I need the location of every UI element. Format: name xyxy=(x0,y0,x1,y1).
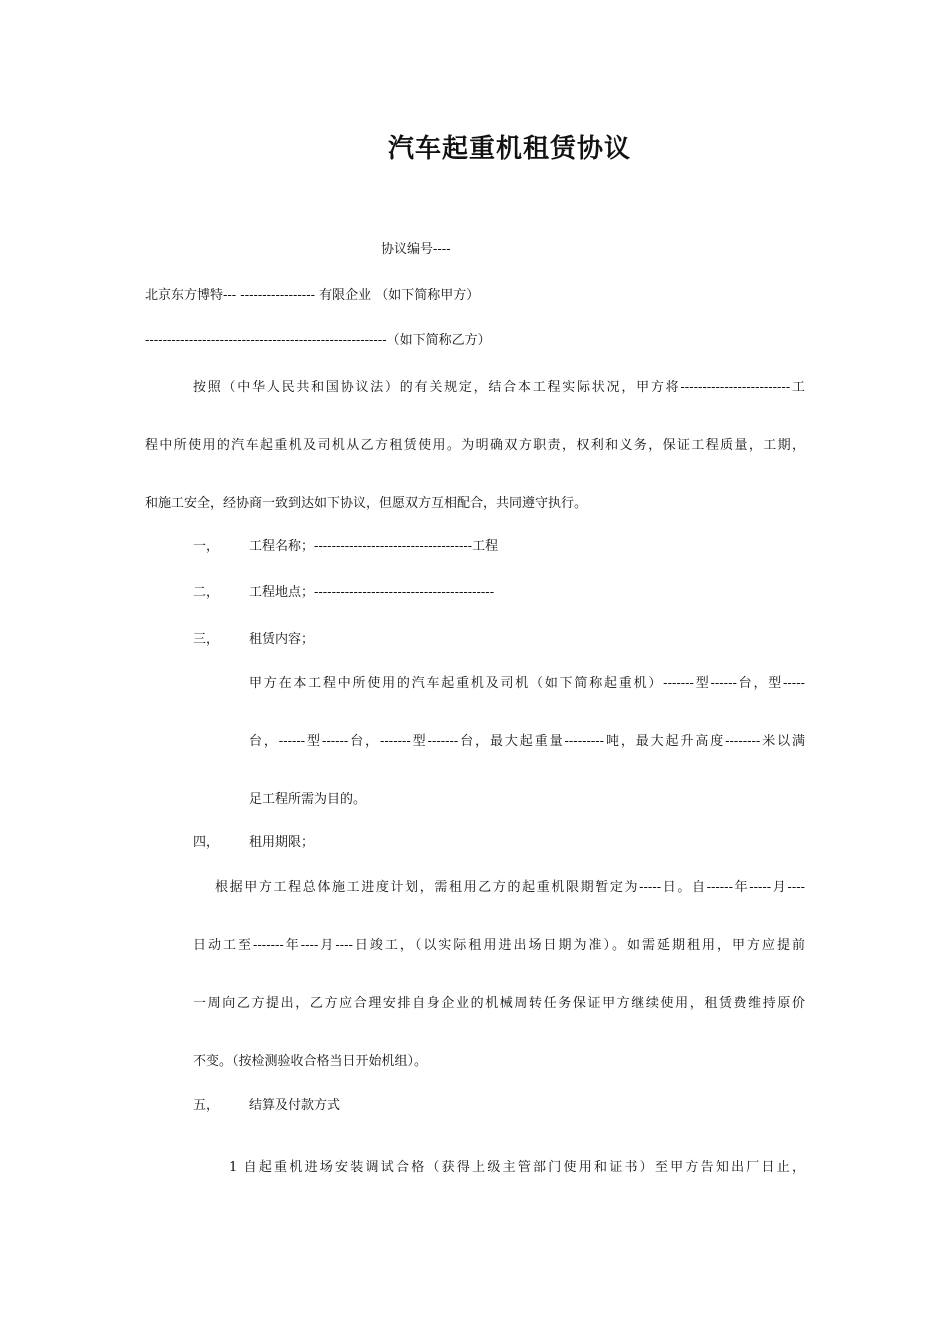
party-a-line: 北京东方博特--- ----------------- 有限企业 （如下简称甲方） xyxy=(145,288,480,303)
section-number: 五， xyxy=(193,1098,220,1113)
section-heading: 租用期限； xyxy=(249,835,315,850)
section-heading: 工程名称；------------------------------------工程 xyxy=(249,539,499,554)
section-body-line: 日动工至-------年----月----日竣工，（以实际租用进出场日期为准）。如需延期租用，甲方应提前 xyxy=(193,938,805,953)
section-number: 一， xyxy=(193,539,220,554)
section-body-line: 根据甲方工程总体施工进度计划，需租用乙方的起重机限期暂定为-----日。自------年-----月---- xyxy=(215,880,805,895)
section-heading: 结算及付款方式 xyxy=(249,1098,341,1113)
agreement-number: 协议编号---- xyxy=(381,242,451,257)
document-title: 汽车起重机租赁协议 xyxy=(388,134,632,164)
section-body-line: 甲方在本工程中所使用的汽车起重机及司机（如下简称起重机）-------型------台，型----- xyxy=(249,676,805,691)
section-heading: 租赁内容； xyxy=(249,632,315,647)
section-number: 四， xyxy=(193,835,220,850)
section-number: 三， xyxy=(193,632,220,647)
section-body-line: 一周向乙方提出，乙方应合理安排自身企业的机械周转任务保证甲方继续使用，租赁费维持原价 xyxy=(193,996,805,1011)
section-body-line: 台，------型------台，-------型-------台，最大起重量---------吨，最大起升高度--------米以满 xyxy=(249,734,805,749)
intro-paragraph-line: 程中所使用的汽车起重机及司机从乙方租赁使用。为明确双方职责，权利和义务，保证工程质量，工期， xyxy=(145,438,805,453)
party-b-line: -------------------------------------------------------（如下简称乙方） xyxy=(145,333,491,348)
section-number: 二， xyxy=(193,585,220,600)
section-body-line: 足工程所需为目的。 xyxy=(249,792,367,807)
section-heading: 工程地点；----------------------------------------- xyxy=(249,585,495,600)
intro-paragraph-line: 按照（中华人民共和国协议法）的有关规定，结合本工程实际状况，甲方将-------------------------工 xyxy=(193,380,805,395)
section-body-line: 1 自起重机进场安装调试合格（获得上级主管部门使用和证书）至甲方告知出厂日止， xyxy=(229,1160,805,1175)
intro-paragraph-line: 和施工安全，经协商一致到达如下协议，但愿双方互相配合，共同遵守执行。 xyxy=(145,496,588,511)
section-body-line: 不变。（按检测验收合格当日开始机组）。 xyxy=(193,1054,428,1069)
